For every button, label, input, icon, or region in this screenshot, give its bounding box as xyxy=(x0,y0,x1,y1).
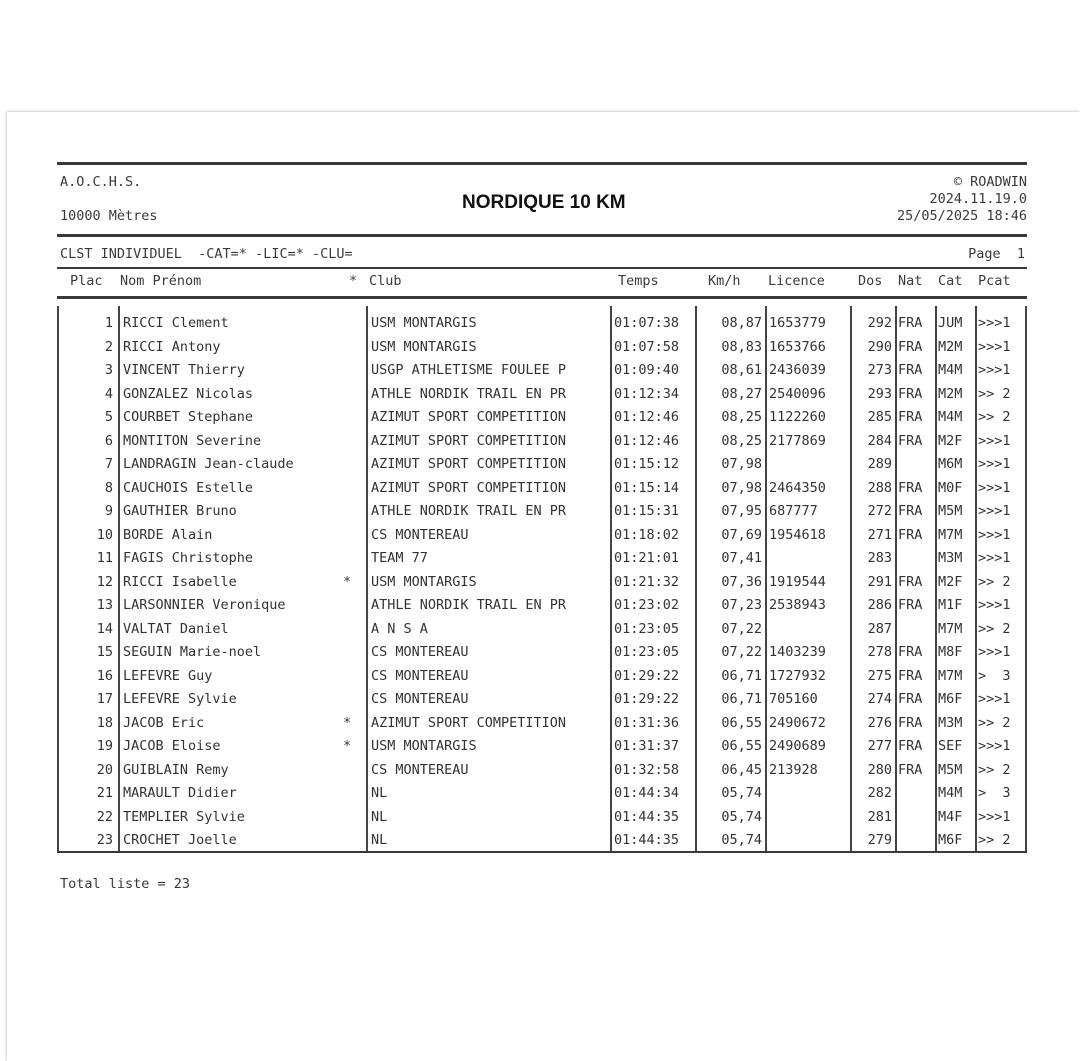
cell-nom: CROCHET Joelle xyxy=(123,832,237,848)
results-sheet xyxy=(7,112,1080,1061)
cell-kmh: 05,74 xyxy=(721,808,762,825)
table-row xyxy=(57,735,1027,759)
cell-plac: 15 xyxy=(96,644,113,660)
cell-kmh: 07,22 xyxy=(721,620,762,637)
cell-pcat: >> 2 xyxy=(978,385,1011,402)
cell-licence: 1919544 xyxy=(769,573,826,590)
cell-kmh: 08,61 xyxy=(721,362,762,378)
col-header-nat: Nat xyxy=(898,273,923,289)
cell-dos: 277 xyxy=(867,738,892,754)
cell-cat: M7M xyxy=(938,526,963,543)
cell-nom: MONTITON Severine xyxy=(123,432,262,449)
cell-cat: M2M xyxy=(938,385,963,402)
cell-kmh: 07,23 xyxy=(721,597,762,613)
table-row xyxy=(57,312,1027,336)
cell-temps: 01:12:34 xyxy=(614,385,680,402)
cell-cat: M6F xyxy=(938,832,963,848)
cell-dos: 279 xyxy=(867,832,892,848)
cell-cat: M3M xyxy=(938,550,963,566)
cell-nat: FRA xyxy=(898,667,923,684)
cell-club: CS MONTEREAU xyxy=(371,667,469,684)
cell-kmh: 07,98 xyxy=(721,456,762,472)
cell-plac: 6 xyxy=(104,432,113,449)
cell-dos: 290 xyxy=(867,338,892,355)
cell-nat: FRA xyxy=(898,362,923,378)
cell-dos: 287 xyxy=(867,620,892,637)
cell-kmh: 06,55 xyxy=(721,738,762,754)
cell-dos: 285 xyxy=(867,409,892,425)
header-rule xyxy=(57,234,1027,237)
cell-temps: 01:15:12 xyxy=(614,456,680,472)
col-header-pcat: Pcat xyxy=(978,273,1011,289)
cell-licence: 2177869 xyxy=(769,432,826,449)
cell-pcat: >>>1 xyxy=(978,526,1011,543)
race-title: NORDIQUE 10 KM xyxy=(462,192,626,213)
cell-temps: 01:12:46 xyxy=(614,409,680,425)
cell-nom: COURBET Stephane xyxy=(123,409,254,425)
cell-club: TEAM 77 xyxy=(371,550,428,566)
cell-cat: SEF xyxy=(938,738,963,754)
col-header-kmh: Km/h xyxy=(708,273,741,289)
cell-licence: 1653766 xyxy=(769,338,826,355)
cell-star: * xyxy=(343,714,352,731)
cell-pcat: >>>1 xyxy=(978,503,1011,519)
cell-kmh: 07,95 xyxy=(721,503,762,519)
cell-kmh: 06,55 xyxy=(721,714,762,731)
cell-cat: M7M xyxy=(938,667,963,684)
filter-line: CLST INDIVIDUEL -CAT=* -LIC=* -CLU= xyxy=(60,246,353,262)
table-row xyxy=(57,688,1027,712)
cell-cat: M4M xyxy=(938,362,963,378)
cell-cat: M4M xyxy=(938,409,963,425)
cell-pcat: >>>1 xyxy=(978,432,1011,449)
cell-plac: 8 xyxy=(104,479,113,496)
cell-nat: FRA xyxy=(898,738,923,754)
cell-kmh: 08,83 xyxy=(721,338,762,355)
cell-cat: M5M xyxy=(938,761,963,778)
cell-pcat: >>>1 xyxy=(978,738,1011,754)
cell-kmh: 08,87 xyxy=(721,315,762,331)
cell-pcat: >> 2 xyxy=(978,761,1011,778)
cell-dos: 271 xyxy=(867,526,892,543)
col-header-nom: Nom Prénom xyxy=(120,273,202,289)
cell-plac: 16 xyxy=(96,667,113,684)
cell-nat: FRA xyxy=(898,691,923,707)
cell-club: AZIMUT SPORT COMPETITION xyxy=(371,409,567,425)
cell-dos: 273 xyxy=(867,362,892,378)
table-row xyxy=(57,383,1027,407)
table-row xyxy=(57,524,1027,548)
cell-cat: M7M xyxy=(938,620,963,637)
cell-dos: 272 xyxy=(867,503,892,519)
cell-nom: RICCI Antony xyxy=(123,338,221,355)
cell-dos: 288 xyxy=(867,479,892,496)
total-count: Total liste = 23 xyxy=(60,876,191,892)
cell-dos: 292 xyxy=(867,315,892,331)
cell-cat: M1F xyxy=(938,597,963,613)
cell-nat: FRA xyxy=(898,409,923,425)
table-row xyxy=(57,594,1027,618)
col-header-temps: Temps xyxy=(618,273,659,289)
cell-nat: FRA xyxy=(898,338,923,355)
cell-nat: FRA xyxy=(898,526,923,543)
cell-nat: FRA xyxy=(898,597,923,613)
cell-nat: FRA xyxy=(898,714,923,731)
cell-kmh: 08,25 xyxy=(721,432,762,449)
cell-dos: 276 xyxy=(867,714,892,731)
cell-temps: 01:21:32 xyxy=(614,573,680,590)
cell-nom: GONZALEZ Nicolas xyxy=(123,385,254,402)
cell-temps: 01:07:38 xyxy=(614,315,680,331)
cell-pcat: >> 2 xyxy=(978,832,1011,848)
page-number: Page 1 xyxy=(968,246,1025,262)
cell-temps: 01:09:40 xyxy=(614,362,680,378)
cell-temps: 01:29:22 xyxy=(614,667,680,684)
cell-club: A N S A xyxy=(371,620,428,637)
cell-temps: 01:21:01 xyxy=(614,550,680,566)
cell-temps: 01:31:37 xyxy=(614,738,680,754)
cell-kmh: 07,22 xyxy=(721,644,762,660)
cell-temps: 01:23:05 xyxy=(614,644,680,660)
table-row xyxy=(57,641,1027,665)
cell-club: ATHLE NORDIK TRAIL EN PR xyxy=(371,503,567,519)
cell-cat: M3M xyxy=(938,714,963,731)
cell-pcat: >>>1 xyxy=(978,362,1011,378)
cell-pcat: >> 2 xyxy=(978,620,1011,637)
table-row xyxy=(57,359,1027,383)
cell-plac: 13 xyxy=(96,597,113,613)
cell-licence: 705160 xyxy=(769,691,818,707)
table-row xyxy=(57,712,1027,736)
cell-nom: JACOB Eric xyxy=(123,714,205,731)
cell-plac: 3 xyxy=(104,362,113,378)
cell-pcat: >>>1 xyxy=(978,550,1011,566)
cell-plac: 12 xyxy=(96,573,113,590)
cell-licence: 1727932 xyxy=(769,667,826,684)
cell-plac: 17 xyxy=(96,691,113,707)
cell-plac: 5 xyxy=(104,409,113,425)
cell-temps: 01:07:58 xyxy=(614,338,680,355)
cell-club: NL xyxy=(371,808,388,825)
table-bottom-rule xyxy=(57,851,1027,853)
cell-club: AZIMUT SPORT COMPETITION xyxy=(371,479,567,496)
cell-plac: 18 xyxy=(96,714,113,731)
cell-nat: FRA xyxy=(898,479,923,496)
cell-temps: 01:44:35 xyxy=(614,832,680,848)
cell-nom: RICCI Isabelle xyxy=(123,573,237,590)
table-row xyxy=(57,806,1027,830)
table-row xyxy=(57,336,1027,360)
race-distance: 10000 Mètres xyxy=(60,208,158,224)
cell-plac: 23 xyxy=(96,832,113,848)
cell-kmh: 05,74 xyxy=(721,832,762,848)
col-header-club: Club xyxy=(369,273,402,289)
cell-licence: 2540096 xyxy=(769,385,826,402)
cell-nom: RICCI Clement xyxy=(123,315,229,331)
cell-nom: LEFEVRE Guy xyxy=(123,667,213,684)
col-header-licence: Licence xyxy=(768,273,825,289)
cell-club: CS MONTEREAU xyxy=(371,691,469,707)
cell-temps: 01:32:58 xyxy=(614,761,680,778)
cell-kmh: 07,98 xyxy=(721,479,762,496)
cell-nat: FRA xyxy=(898,761,923,778)
table-row xyxy=(57,571,1027,595)
cell-nom: VALTAT Daniel xyxy=(123,620,229,637)
cell-plac: 20 xyxy=(96,761,113,778)
cell-club: USM MONTARGIS xyxy=(371,738,477,754)
cell-cat: JUM xyxy=(938,315,963,331)
cell-pcat: >>>1 xyxy=(978,479,1011,496)
col-header-plac: Plac xyxy=(70,273,103,289)
subheader-rule xyxy=(57,267,1027,269)
cell-pcat: >>>1 xyxy=(978,597,1011,613)
cell-licence: 687777 xyxy=(769,503,818,519)
cell-kmh: 06,45 xyxy=(721,761,762,778)
table-row xyxy=(57,547,1027,571)
cell-pcat: >> 2 xyxy=(978,714,1011,731)
cell-pcat: > 3 xyxy=(978,667,1011,684)
cell-club: CS MONTEREAU xyxy=(371,644,469,660)
cell-nom: MARAULT Didier xyxy=(123,785,237,801)
cell-temps: 01:44:35 xyxy=(614,808,680,825)
cell-plac: 14 xyxy=(96,620,113,637)
cell-temps: 01:15:31 xyxy=(614,503,680,519)
cell-nom: VINCENT Thierry xyxy=(123,362,245,378)
cell-kmh: 05,74 xyxy=(721,785,762,801)
cell-plac: 1 xyxy=(104,315,113,331)
cell-licence: 2436039 xyxy=(769,362,826,378)
cell-dos: 286 xyxy=(867,597,892,613)
cell-club: CS MONTEREAU xyxy=(371,761,469,778)
columns-rule xyxy=(57,296,1027,299)
cell-kmh: 07,36 xyxy=(721,573,762,590)
cell-licence: 2490689 xyxy=(769,738,826,754)
cell-club: AZIMUT SPORT COMPETITION xyxy=(371,456,567,472)
cell-licence: 1403239 xyxy=(769,644,826,660)
cell-dos: 284 xyxy=(867,432,892,449)
cell-dos: 283 xyxy=(867,550,892,566)
cell-club: ATHLE NORDIK TRAIL EN PR xyxy=(371,597,567,613)
table-row xyxy=(57,618,1027,642)
cell-club: NL xyxy=(371,785,388,801)
cell-pcat: >>>1 xyxy=(978,338,1011,355)
cell-nat: FRA xyxy=(898,385,923,402)
cell-licence: 2490672 xyxy=(769,714,826,731)
cell-cat: M4F xyxy=(938,808,963,825)
top-rule xyxy=(57,162,1027,165)
cell-dos: 281 xyxy=(867,808,892,825)
table-row xyxy=(57,759,1027,783)
cell-dos: 282 xyxy=(867,785,892,801)
cell-nom: JACOB Eloise xyxy=(123,738,221,754)
cell-nom: GUIBLAIN Remy xyxy=(123,761,229,778)
cell-plac: 2 xyxy=(104,338,113,355)
table-row xyxy=(57,430,1027,454)
cell-star: * xyxy=(343,573,352,590)
cell-club: USGP ATHLETISME FOULEE P xyxy=(371,362,567,378)
cell-dos: 293 xyxy=(867,385,892,402)
cell-kmh: 06,71 xyxy=(721,691,762,707)
table-row xyxy=(57,453,1027,477)
cell-licence: 2538943 xyxy=(769,597,826,613)
cell-dos: 274 xyxy=(867,691,892,707)
cell-dos: 291 xyxy=(867,573,892,590)
cell-nom: LANDRAGIN Jean-claude xyxy=(123,456,294,472)
table-row xyxy=(57,665,1027,689)
cell-temps: 01:15:14 xyxy=(614,479,680,496)
cell-star: * xyxy=(343,738,352,754)
cell-kmh: 08,27 xyxy=(721,385,762,402)
cell-nat: FRA xyxy=(898,432,923,449)
cell-nat: FRA xyxy=(898,315,923,331)
cell-licence: 1653779 xyxy=(769,315,826,331)
cell-pcat: >>>1 xyxy=(978,691,1011,707)
cell-pcat: >>>1 xyxy=(978,644,1011,660)
table-row xyxy=(57,477,1027,501)
cell-nat: FRA xyxy=(898,644,923,660)
cell-dos: 289 xyxy=(867,456,892,472)
org-name: A.O.C.H.S. xyxy=(60,174,142,190)
cell-nat: FRA xyxy=(898,503,923,519)
cell-club: CS MONTEREAU xyxy=(371,526,469,543)
table-row xyxy=(57,829,1027,853)
cell-pcat: >> 2 xyxy=(978,409,1011,425)
cell-licence: 1122260 xyxy=(769,409,826,425)
results-table xyxy=(57,306,1027,852)
cell-licence: 2464350 xyxy=(769,479,826,496)
cell-kmh: 08,25 xyxy=(721,409,762,425)
cell-cat: M4M xyxy=(938,785,963,801)
cell-temps: 01:44:34 xyxy=(614,785,680,801)
cell-club: AZIMUT SPORT COMPETITION xyxy=(371,432,567,449)
table-row xyxy=(57,500,1027,524)
cell-nom: CAUCHOIS Estelle xyxy=(123,479,254,496)
cell-cat: M0F xyxy=(938,479,963,496)
cell-pcat: > 3 xyxy=(978,785,1011,801)
cell-plac: 7 xyxy=(104,456,113,472)
cell-plac: 19 xyxy=(96,738,113,754)
cell-nom: GAUTHIER Bruno xyxy=(123,503,237,519)
cell-temps: 01:31:36 xyxy=(614,714,680,731)
print-datetime: 25/05/2025 18:46 xyxy=(896,208,1027,224)
cell-temps: 01:12:46 xyxy=(614,432,680,449)
cell-plac: 9 xyxy=(104,503,113,519)
cell-cat: M8F xyxy=(938,644,963,660)
cell-cat: M6F xyxy=(938,691,963,707)
cell-cat: M2F xyxy=(938,432,963,449)
cell-cat: M2M xyxy=(938,338,963,355)
cell-temps: 01:29:22 xyxy=(614,691,680,707)
col-header-cat: Cat xyxy=(938,273,963,289)
cell-nom: SEGUIN Marie-noel xyxy=(123,644,262,660)
cell-plac: 10 xyxy=(96,526,113,543)
cell-temps: 01:23:05 xyxy=(614,620,680,637)
software-brand: © ROADWIN xyxy=(953,174,1027,190)
cell-kmh: 06,71 xyxy=(721,667,762,684)
cell-nom: LARSONNIER Veronique xyxy=(123,597,286,613)
cell-kmh: 07,41 xyxy=(721,550,762,566)
cell-temps: 01:23:02 xyxy=(614,597,680,613)
cell-plac: 22 xyxy=(96,808,113,825)
software-version: 2024.11.19.0 xyxy=(929,191,1027,207)
cell-nom: LEFEVRE Sylvie xyxy=(123,691,237,707)
cell-club: ATHLE NORDIK TRAIL EN PR xyxy=(371,385,567,402)
table-row xyxy=(57,782,1027,806)
cell-plac: 4 xyxy=(104,385,113,402)
cell-club: AZIMUT SPORT COMPETITION xyxy=(371,714,567,731)
cell-club: USM MONTARGIS xyxy=(371,338,477,355)
cell-licence: 1954618 xyxy=(769,526,826,543)
cell-pcat: >>>1 xyxy=(978,456,1011,472)
cell-nat: FRA xyxy=(898,573,923,590)
cell-plac: 11 xyxy=(96,550,113,566)
cell-dos: 278 xyxy=(867,644,892,660)
cell-dos: 275 xyxy=(867,667,892,684)
cell-pcat: >>>1 xyxy=(978,315,1011,331)
cell-club: USM MONTARGIS xyxy=(371,315,477,331)
cell-temps: 01:18:02 xyxy=(614,526,680,543)
cell-nom: TEMPLIER Sylvie xyxy=(123,808,245,825)
cell-club: USM MONTARGIS xyxy=(371,573,477,590)
cell-club: NL xyxy=(371,832,388,848)
table-row xyxy=(57,406,1027,430)
cell-nom: FAGIS Christophe xyxy=(123,550,254,566)
cell-cat: M2F xyxy=(938,573,963,590)
cell-plac: 21 xyxy=(96,785,113,801)
cell-dos: 280 xyxy=(867,761,892,778)
cell-pcat: >> 2 xyxy=(978,573,1011,590)
col-header-dos: Dos xyxy=(858,273,883,289)
cell-licence: 213928 xyxy=(769,761,818,778)
col-header-star: * xyxy=(349,273,358,289)
cell-kmh: 07,69 xyxy=(721,526,762,543)
cell-cat: M6M xyxy=(938,456,963,472)
cell-pcat: >>>1 xyxy=(978,808,1011,825)
cell-nom: BORDE Alain xyxy=(123,526,213,543)
cell-cat: M5M xyxy=(938,503,963,519)
